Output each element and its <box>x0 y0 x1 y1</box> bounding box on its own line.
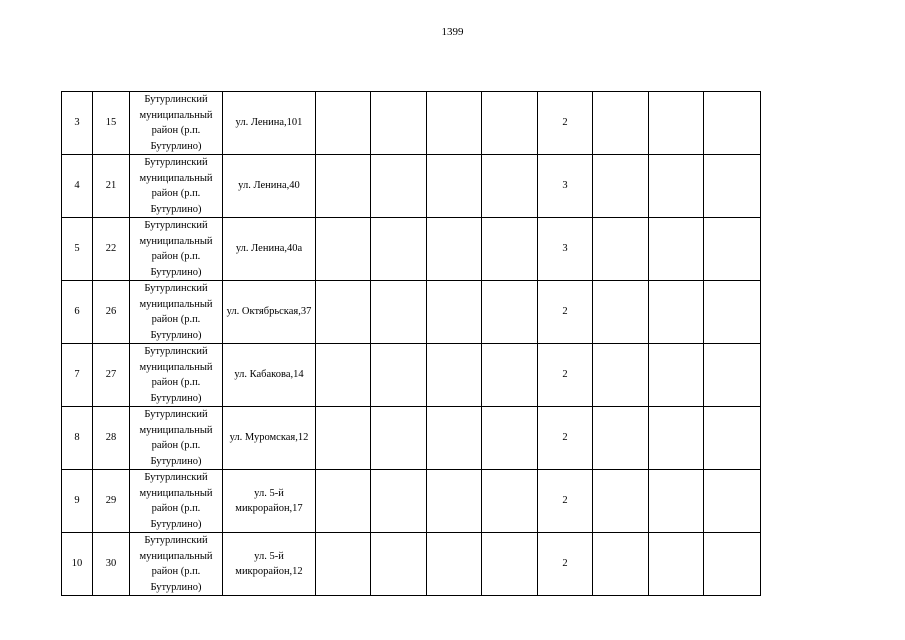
empty-cell <box>649 407 704 470</box>
empty-cell <box>593 470 649 533</box>
district-cell: Бутурлинский муниципальный район (р.п. Бутурлино) <box>130 344 223 407</box>
empty-cell <box>316 218 371 281</box>
empty-cell <box>593 407 649 470</box>
empty-cell <box>427 470 482 533</box>
empty-cell <box>704 281 761 344</box>
empty-cell <box>316 281 371 344</box>
empty-cell <box>704 92 761 155</box>
empty-cell <box>482 407 538 470</box>
empty-cell <box>649 533 704 596</box>
district-cell: Бутурлинский муниципальный район (р.п. Бутурлино) <box>130 155 223 218</box>
address-cell: ул. Ленина,101 <box>223 92 316 155</box>
address-cell: ул. Муромская,12 <box>223 407 316 470</box>
row-number-cell: 7 <box>62 344 93 407</box>
empty-cell <box>482 533 538 596</box>
empty-cell <box>649 155 704 218</box>
empty-cell <box>427 218 482 281</box>
object-id-cell: 15 <box>93 92 130 155</box>
empty-cell <box>704 470 761 533</box>
address-cell: ул. Кабакова,14 <box>223 344 316 407</box>
empty-cell <box>593 281 649 344</box>
empty-cell <box>371 281 427 344</box>
empty-cell <box>371 533 427 596</box>
address-cell: ул. 5-й микрорайон,12 <box>223 533 316 596</box>
row-number-cell: 8 <box>62 407 93 470</box>
empty-cell <box>704 344 761 407</box>
empty-cell <box>593 92 649 155</box>
empty-cell <box>371 344 427 407</box>
empty-cell <box>371 155 427 218</box>
object-id-cell: 29 <box>93 470 130 533</box>
object-id-cell: 28 <box>93 407 130 470</box>
empty-cell <box>427 281 482 344</box>
empty-cell <box>316 533 371 596</box>
empty-cell <box>371 407 427 470</box>
table-row <box>62 155 761 218</box>
table-row <box>62 533 761 596</box>
district-cell: Бутурлинский муниципальный район (р.п. Бутурлино) <box>130 407 223 470</box>
table-row <box>62 407 761 470</box>
table-row <box>62 470 761 533</box>
empty-cell <box>649 281 704 344</box>
district-cell: Бутурлинский муниципальный район (р.п. Бутурлино) <box>130 92 223 155</box>
empty-cell <box>704 155 761 218</box>
empty-cell <box>482 92 538 155</box>
address-cell: ул. Ленина,40 <box>223 155 316 218</box>
empty-cell <box>593 344 649 407</box>
value-cell: 3 <box>538 218 593 281</box>
object-id-cell: 22 <box>93 218 130 281</box>
value-cell: 3 <box>538 155 593 218</box>
district-cell: Бутурлинский муниципальный район (р.п. Бутурлино) <box>130 470 223 533</box>
empty-cell <box>704 407 761 470</box>
district-cell: Бутурлинский муниципальный район (р.п. Бутурлино) <box>130 218 223 281</box>
empty-cell <box>649 470 704 533</box>
empty-cell <box>593 533 649 596</box>
empty-cell <box>593 218 649 281</box>
empty-cell <box>482 155 538 218</box>
empty-cell <box>316 155 371 218</box>
empty-cell <box>649 92 704 155</box>
row-number-cell: 9 <box>62 470 93 533</box>
address-cell: ул. Ленина,40а <box>223 218 316 281</box>
value-cell: 2 <box>538 344 593 407</box>
object-id-cell: 21 <box>93 155 130 218</box>
district-cell: Бутурлинский муниципальный район (р.п. Бутурлино) <box>130 533 223 596</box>
empty-cell <box>316 407 371 470</box>
row-number-cell: 5 <box>62 218 93 281</box>
empty-cell <box>649 344 704 407</box>
empty-cell <box>482 344 538 407</box>
empty-cell <box>593 155 649 218</box>
table-row <box>62 281 761 344</box>
empty-cell <box>371 218 427 281</box>
empty-cell <box>371 92 427 155</box>
empty-cell <box>482 281 538 344</box>
district-cell: Бутурлинский муниципальный район (р.п. Бутурлино) <box>130 281 223 344</box>
empty-cell <box>316 344 371 407</box>
empty-cell <box>704 218 761 281</box>
empty-cell <box>427 344 482 407</box>
value-cell: 2 <box>538 407 593 470</box>
empty-cell <box>316 92 371 155</box>
value-cell: 2 <box>538 533 593 596</box>
empty-cell <box>427 407 482 470</box>
empty-cell <box>482 218 538 281</box>
row-number-cell: 4 <box>62 155 93 218</box>
address-cell: ул. Октябрьская,37 <box>223 281 316 344</box>
empty-cell <box>482 470 538 533</box>
row-number-cell: 6 <box>62 281 93 344</box>
empty-cell <box>649 218 704 281</box>
value-cell: 2 <box>538 92 593 155</box>
row-number-cell: 3 <box>62 92 93 155</box>
table-row <box>62 344 761 407</box>
registry-table <box>61 91 761 596</box>
table-row <box>62 92 761 155</box>
empty-cell <box>427 92 482 155</box>
empty-cell <box>704 533 761 596</box>
row-number-cell: 10 <box>62 533 93 596</box>
address-cell: ул. 5-й микрорайон,17 <box>223 470 316 533</box>
page-number: 1399 <box>441 26 464 38</box>
object-id-cell: 27 <box>93 344 130 407</box>
object-id-cell: 26 <box>93 281 130 344</box>
value-cell: 2 <box>538 281 593 344</box>
object-id-cell: 30 <box>93 533 130 596</box>
empty-cell <box>427 533 482 596</box>
value-cell: 2 <box>538 470 593 533</box>
empty-cell <box>316 470 371 533</box>
empty-cell <box>371 470 427 533</box>
table-row <box>62 218 761 281</box>
empty-cell <box>427 155 482 218</box>
